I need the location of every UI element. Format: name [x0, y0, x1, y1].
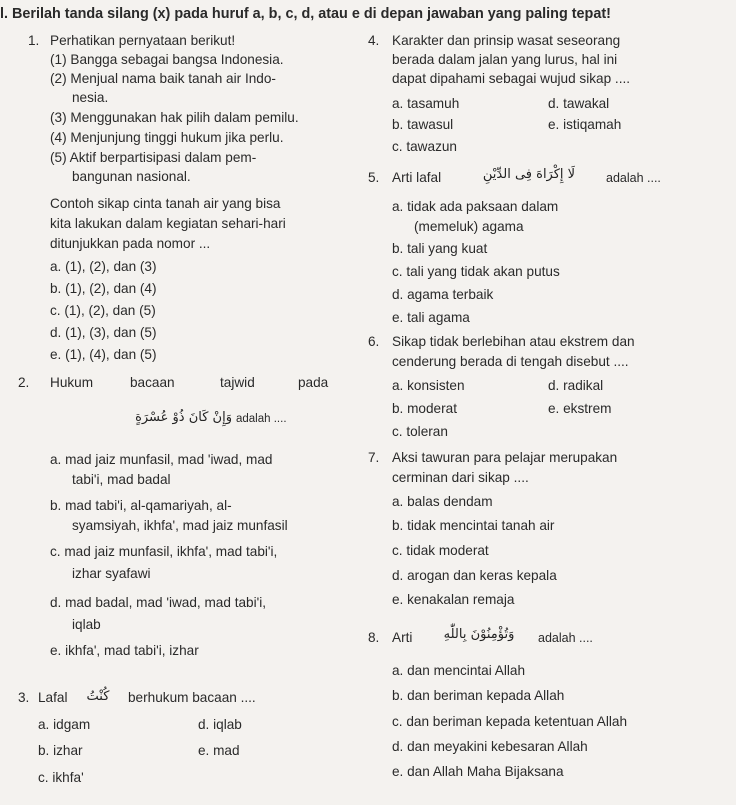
q8-number: 8. [368, 630, 380, 645]
q1-statement-5-cont: bangunan nasional. [72, 169, 191, 184]
q7-line-2: cerminan dari sikap .... [392, 470, 529, 485]
q4-option-e[interactable]: e. istiqamah [548, 117, 622, 132]
q6-option-e[interactable]: e. ekstrem [548, 401, 612, 416]
q7-option-d[interactable]: d. arogan dan keras kepala [392, 568, 557, 583]
q1-option-c[interactable]: c. (1), (2), dan (5) [50, 303, 156, 318]
q1-statement-2: (2) Menjual nama baik tanah air Indo- [50, 71, 276, 86]
q2-option-a-cont: tabi'i, mad badal [72, 472, 171, 487]
q1-option-b[interactable]: b. (1), (2), dan (4) [50, 281, 157, 296]
q7-option-a[interactable]: a. balas dendam [392, 494, 493, 509]
q4-option-c[interactable]: c. tawazun [392, 139, 457, 154]
q1-question-line-2: kita lakukan dalam kegiatan sehari-hari [50, 216, 286, 231]
q2-option-c-cont: izhar syafawi [72, 566, 151, 581]
q6-line-1: Sikap tidak berlebihan atau ekstrem dan [392, 334, 635, 349]
q3-option-b[interactable]: b. izhar [38, 743, 83, 758]
q7-line-1: Aksi tawuran para pelajar merupakan [392, 450, 618, 465]
q7-option-e[interactable]: e. kenakalan remaja [392, 592, 515, 607]
q5-option-e[interactable]: e. tali agama [392, 310, 470, 325]
q4-option-b[interactable]: b. tawasul [392, 117, 454, 132]
q6-option-d[interactable]: d. radikal [548, 378, 604, 393]
q3-option-e[interactable]: e. mad [198, 743, 240, 758]
q6-number: 6. [368, 334, 380, 349]
q3-option-a[interactable]: a. idgam [38, 717, 91, 732]
q2-number: 2. [18, 375, 30, 390]
q4-line-1: Karakter dan prinsip wasat seseorang [392, 33, 621, 48]
instruction: l. Berilah tanda silang (x) pada huruf a, b, c, d, atau e di depan jawaban yang paling tepat! [0, 6, 611, 22]
q6-option-c[interactable]: c. toleran [392, 424, 448, 439]
q5-option-d[interactable]: d. agama terbaik [392, 287, 494, 302]
q7-number: 7. [368, 450, 380, 465]
q5-option-a-cont: (memeluk) agama [414, 219, 524, 234]
q4-line-2: berada dalam jalan yang lurus, hal ini [392, 52, 618, 67]
q2-option-a[interactable]: a. mad jaiz munfasil, mad 'iwad, mad [50, 452, 273, 467]
q5-option-c[interactable]: c. tali yang tidak akan putus [392, 264, 560, 279]
q4-line-3: dapat dipahami sebagai wujud sikap .... [392, 71, 631, 86]
q8-option-d[interactable]: d. dan meyakini kebesaran Allah [392, 739, 588, 754]
q8-stem-post: adalah .... [538, 631, 593, 645]
q5-option-b[interactable]: b. tali yang kuat [392, 241, 488, 256]
q7-option-c[interactable]: c. tidak moderat [392, 543, 489, 558]
q2-option-d-cont: iqlab [72, 617, 101, 632]
q2-option-d[interactable]: d. mad badal, mad 'iwad, mad tabi'i, [50, 595, 267, 610]
q2-option-c[interactable]: c. mad jaiz munfasil, ikhfa', mad tabi'i, [50, 544, 278, 559]
q1-option-e[interactable]: e. (1), (4), dan (5) [50, 347, 157, 362]
q1-stem: Perhatikan pernyataan berikut! [50, 33, 236, 48]
q8-option-b[interactable]: b. dan beriman kepada Allah [392, 688, 565, 703]
q2-option-b-cont: syamsiyah, ikhfa', mad jaiz munfasil [72, 518, 288, 533]
q8-option-a[interactable]: a. dan mencintai Allah [392, 663, 526, 678]
q1-option-d[interactable]: d. (1), (3), dan (5) [50, 325, 157, 340]
q1-statement-3: (3) Menggunakan hak pilih dalam pemilu. [50, 110, 299, 125]
q4-number: 4. [368, 33, 380, 48]
q6-option-b[interactable]: b. moderat [392, 401, 457, 416]
q3-option-c[interactable]: c. ikhfa' [38, 770, 84, 785]
q8-stem-pre: Arti [392, 630, 413, 645]
q4-option-d[interactable]: d. tawakal [548, 96, 610, 111]
q1-question-line-3: ditunjukkan pada nomor ... [50, 236, 211, 251]
q2-option-e[interactable]: e. ikhfa', mad tabi'i, izhar [50, 643, 199, 658]
q6-line-2: cenderung berada di tengah disebut .... [392, 354, 629, 369]
q2-option-b[interactable]: b. mad tabi'i, al-qamariyah, al- [50, 498, 232, 513]
q2-word-3: tajwid [220, 375, 255, 390]
q6-option-a[interactable]: a. konsisten [392, 378, 465, 393]
q2-arabic-text: وَإِنْ كَانَ ذُوْ عُسْرَةٍ [135, 410, 232, 425]
q4-option-a[interactable]: a. tasamuh [392, 96, 460, 111]
q3-stem-post: berhukum bacaan .... [128, 690, 256, 705]
q7-option-b[interactable]: b. tidak mencintai tanah air [392, 518, 555, 533]
q1-statement-5: (5) Aktif berpartisipasi dalam pem- [50, 150, 257, 165]
q1-option-a[interactable]: a. (1), (2), dan (3) [50, 259, 157, 274]
q1-question-line-1: Contoh sikap cinta tanah air yang bisa [50, 196, 281, 211]
q3-arabic-text: كُنْتُ [86, 689, 110, 704]
q2-word-1: Hukum [50, 375, 94, 390]
q1-statement-2-cont: nesia. [72, 90, 109, 105]
q1-statement-4: (4) Menjunjung tinggi hukum jika perlu. [50, 130, 284, 145]
q5-option-a[interactable]: a. tidak ada paksaan dalam [392, 199, 559, 214]
q3-option-d[interactable]: d. iqlab [198, 717, 242, 732]
q2-stem-end: adalah .... [236, 413, 287, 425]
q2-word-4: pada [298, 375, 329, 390]
q8-option-e[interactable]: e. dan Allah Maha Bijaksana [392, 764, 564, 779]
q1-statement-1: (1) Bangga sebagai bangsa Indonesia. [50, 52, 284, 67]
q3-stem-pre: Lafal [38, 690, 68, 705]
q3-number: 3. [18, 690, 30, 705]
q5-arabic-text: لَا إِكْرَاهَ فِى الدِّيْنِ [482, 167, 576, 182]
q5-stem-pre: Arti lafal [392, 170, 442, 185]
q8-option-c[interactable]: c. dan beriman kepada ketentuan Allah [392, 714, 628, 729]
q8-arabic-text: وَتُؤْمِنُوْنَ بِاللّٰهِ [443, 627, 515, 642]
q5-number: 5. [368, 170, 380, 185]
q5-stem-post: adalah .... [606, 171, 661, 185]
q1-number: 1. [28, 33, 40, 48]
q2-word-2: bacaan [130, 375, 175, 390]
